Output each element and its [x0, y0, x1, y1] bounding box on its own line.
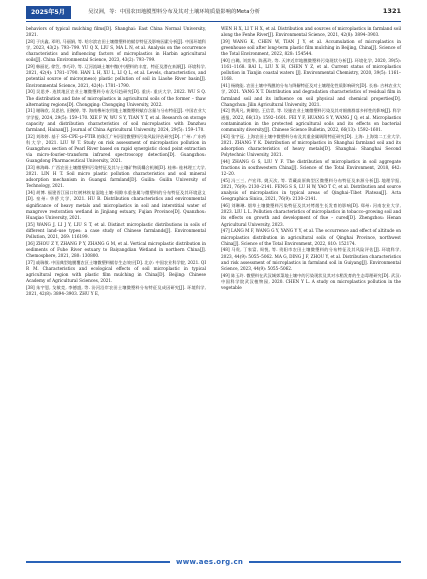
reference-item: [38] 朱宇恩, 戈敏竞, 李德盛, 等. 汾河沿岸农田土壤微塑料分布特征及成因研究[J]. 环境科学, 2021, 42(8): 3894–3903. ZHU Y E, — [26, 284, 206, 297]
journal-url[interactable]: www.aes.org.cn — [170, 556, 249, 568]
reference-item: [44] ZHANG G S, LIU Y F. The distribution of microplastics in soil aggregate fractions in southwestern China[J]. Science of the Total Environment, 2018, 642: 12–20. — [221, 158, 401, 177]
header-rule — [26, 21, 401, 22]
reference-item: [40] 白璐, 刘奕华, 陈燕玲, 等. 天津近岸地膜微塑料污染现状分析[J]. 环境化学, 2020, 39(5): 1161–1168. BAI L, LIU X H, CHEN Y Z, et al. Current status of microplastics pollution in Tianjin coastal waters [J]. Environmental Chemistry, 2020, 39(5): 1161–1168. — [221, 57, 401, 82]
reference-item: [31] 谢瑞欣, 吴思怡, 田婉婷, 等. 海南橡州农用地土壤微塑料赋存含量与分布特征[J]. 中国农业大学学报, 2024, 29(5): 159–170. XIE F W, WU S Y, TIAN Y T, et al. Research on storage capacity and distribution characteristics of soil microplastics with Danzhou farmland, Hainan[J]. Journal of China Agricultural University, 2024, 29(5): 159–170. — [26, 108, 206, 132]
reference-item: [47] LANG M F, WANG G Y, YANG Y Y, et al. The occurrence and effect of altitude on microplastics distribution in agricultural soils of Qinghai Province, northwest China[J]. Science of the Total Environment, 2022, 810: 152174. — [221, 228, 401, 246]
reference-item: [33] 林海峰. 广西农田土壤微塑料污染特征及其与土壤矿物质耦合机制[D]. 桂林: 桂林理工大学, 2021. LIN H T. Soil micro plastic pollution characteristics and soil mineral adsorption mechanism in Guangxi farmland[D]. Guilin: Guilin University of Technology, 2021. — [26, 165, 206, 189]
reference-item: [37] 戚瑞敏. 中国典型地膜覆农区土壤微塑料赋存生态效应[D]. 北京: 中国农业科学院, 2021. QI R M. Characteristics and ecological effects of soil microplastic in typical agricultural region with plastic film mulching in China[D]. Beijing: Chinese Academy of Agricultural Sciences, 2021. — [26, 259, 206, 284]
reference-item: behaviors of typical mulching films[D]. Shanghai: East China Normal University, 2021. — [26, 26, 206, 38]
reference-item: [42] 费禹凡, 黄卿宸, 王信青, 等. 设施农业土壤微塑料污染及其对细菌群落多样性的影响[J]. 科学通报, 2022, 66(13): 1592–1601. FEI Y F, HUANG S Y, WANG J Q, et al. Microplastics contamination in the protected agricultural soils and its effects on bacterial community diversity[J]. Chinese Science Bulletin, 2022, 66(13): 1592–1601. — [221, 108, 401, 132]
references-left-column — [26, 26, 206, 298]
reference-item: [28] 于庆鑫, 邓明, 马丽娟, 等. 哈尔滨农田土壤微塑料的赋存特征及影响因素分析[J]. 中国环境科学, 2023, 43(2): 793–799. YU Q X, LIU S, MA L N, et al. Analysis on the occurrence characteristics and influencing factors of microplastics in Harbin agricultural soils[J]. China Environmental Science, 2023, 43(2): 793–799. — [26, 38, 206, 63]
reference-item: [30] 吴思齐. 连续地区农业土壤微塑料分布及归趋研究[D]. 重庆: 重庆大学, 2022. WU S Q. The distribution and fate of microplastics in agricultural soils of the former – thaw alternating regions[D]. Chongqing: Chongqing University, 2022. — [26, 89, 206, 107]
references-right-column — [221, 26, 401, 292]
running-title: 吴汉洲，等：中国农田地膜塑料分布及其对土壤环境质量影响的Meta分析 — [88, 9, 261, 15]
page-footer — [0, 556, 427, 568]
reference-item: [34] 胡博. 福建晋江园口红树林恢复湿地土壤-间隙水重金属与微塑料的分布特征及其环境意义[D]. 泉州: 华侨大学, 2021. HU B. Distribution characteristics and environmental significance of heavy metals and microplastics in soil and interstitial water of mangrove restoration wetland in Jinjiang estuary, Fujian Province[D]. Quanzhou: Huaqiao University, 2021. — [26, 190, 206, 220]
reference-item: [29] 韩丽花, 徐笠, 李巧玲, 等. 辽河流域土壤中微(中)塑料的丰度、特征及潜在来源[J]. 环境科学, 2021, 42(4): 1781–1790. HAN L H, XU L, LI Q L, et al. Levels, characteristics, and potential source of micro(meso) plastic pollution of soil in Liaohe River basin[J]. Environmental Science, 2021, 42(4): 1781–1790. — [26, 64, 206, 88]
reference-item: [41] 杨晓能. 农田土壤中残膜的分布与降解特征及对土壤理化性质影响研究[D]. 长春: 吉林农业大学, 2021. YANG X T. Distribution and degradation characteristics of residual film in farmland soil and its influence on soil physical and chemical properties[D]. Changchun: Jilin Agricultural University, 2021. — [221, 83, 401, 107]
reference-item: [46] 刘琳琳. 烟草土壤微塑料污染特征及其对烤烟生长发育的影响[D]. 郑州: 河南农业大学, 2023. LIU L L. Pollution characteristics of microplastics in tobacco–growing soil and its effects on growth and development of flue – cured[D]. Zhengzhou: Henan Agricultural University, 2023. — [221, 203, 401, 227]
issue-label: 2025年5月 — [26, 6, 71, 19]
reference-item: [32] 刘玮婷. 基于 SS–CPE–μ–FTIR 的珠江广州河段微塑料污染风险评估研究[D]. 广州: 广东药科大学, 2021. LIU W T. Study on risk assessment of microplastics pollution in Guangzhou section of Pearl River based on rapid synergistic cloud point extraction via micro-fourier–transform infrared spectroscopy detection[D]. Guangzhou: Guangdong Pharmaceutical University, 2021. — [26, 133, 206, 164]
reference-item: [48] 马贵, 丁家富, 周悦, 等. 贵阳市农田土壤微塑料的分布特征及其风险评估[J]. 环境科学, 2023, 44(9): 5055–5062. MA G, DING J F, ZHOU Y, et al. Distribution characteristics and risk assessment of microplastics in farmland soil in Guiyang[J]. Environmental Science, 2023, 44(9): 5055–5062. — [221, 247, 401, 271]
page-number: 1321 — [382, 7, 401, 15]
reference-item: [43] 张宇冠. 上海农田土壤中微塑料分布及其重金属吸附特征研究[D]. 上海: 上海第二工业大学, 2021. ZHANG Y K. Distribution of microplastics in Shanghai farmland soil and its adsorption characteristics of heavy metals[D]. Shanghai: Shanghai Second Polytechnic University, 2021. — [221, 133, 401, 158]
reference-item: [35] WANG J, LI J Y, LIU S T, et al. Distinct microplastic distributions in soils of different land–use types: a case study of Chinese farmlands[J]. Environmental Pollution, 2021, 269: 116199. — [26, 221, 206, 239]
page-header — [0, 0, 427, 22]
reference-item: [36] ZHOU Z Y, ZHANG P Y, ZHANG G M, et al. Vertical microplastic distribution in sediments of Fuhe River estuary to Baiyangdian Wetland in northern China[J]. Chemosphere, 2021, 280: 130800. — [26, 240, 206, 258]
reference-item: [39] WANG K, CHEN W, TIAN J Y, et al. Accumulation of microplastics in greenhouse soil after long-term plastic film mulching in Beijing, China[J]. Science of the Total Environment, 2022, 828: 154544. — [221, 38, 401, 57]
reference-item: WEN H X, LI T H X, et al. Distribution and sources of microplastics in farmland soil along the Fenhe River[J]. Environmental Science, 2021, 42(8): 3894–3903. — [221, 26, 401, 38]
reference-item: [49] 陈玉玲. 微塑料在武汉城郊菜地土壤中的污染现状及其对水稻发育的生态毒理研究[D]. 武汉: 中国科学院武汉植物园, 2020. CHEN Y L. A study on microplastics pollution in the vegetable — [221, 272, 401, 290]
reference-item: [45] 冯三三, 卢宏玮, 姚天次, 等. 青藏高原典型区微塑料分布特征及来源分析[J]. 地理学报, 2021, 76(9): 2130–2141. FENG S S, LU H W, YAO T C, et al. Distribution and source analysis of microplastics in typical areas of Qinghai–Tibet Plateau[J]. Acta Geographica Sinica, 2021, 76(9): 2130–2141. — [221, 177, 401, 202]
